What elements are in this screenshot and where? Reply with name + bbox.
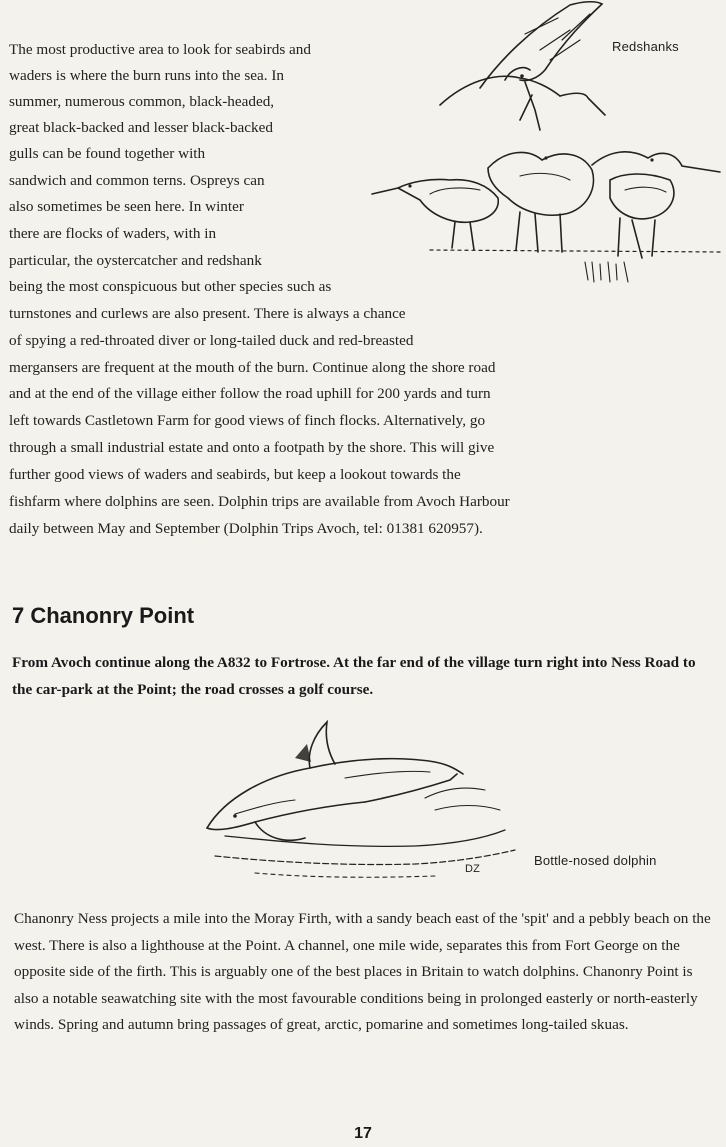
intro-line: left towards Castletown Farm for good views of finch flocks. Alternatively, go (9, 412, 486, 429)
section-heading: 7 Chanonry Point (12, 603, 195, 628)
artist-mark: DZ (465, 863, 481, 875)
intro-line: of spying a red-throated diver or long-tailed duck and red-breasted (9, 332, 414, 349)
chanonry-paragraph: Chanonry Ness projects a mile into the Moray Firth, with a sandy beach east of the 'spit' and a pebbly beach on the west. There is also a lighthouse at the Point. A channel, one mile wide, separates this from Fort George on the opposite side of the firth. This is arguably one of the best places in Britain to watch dolphins. Chanonry Point is also a notable seawatching site with the most favourable conditions being in prolonged easterly or north-easterly winds. Spring and autumn bring passages of great, arctic, pomarine and sometimes long-tailed skuas. (14, 910, 711, 1034)
intro-line: waders is where the burn runs into the sea. In (9, 67, 284, 84)
dolphin-caption: Bottle-nosed dolphin (534, 853, 657, 868)
intro-line: turnstones and curlews are also present. There is always a chance (9, 305, 406, 322)
intro-line: further good views of waders and seabirds, but keep a lookout towards the (9, 466, 461, 483)
intro-line: through a small industrial estate and onto a footpath by the shore. This will give (9, 439, 495, 456)
redshanks-caption: Redshanks (612, 39, 679, 54)
intro-line: great black-backed and lesser black-backed (9, 119, 273, 136)
intro-line: summer, numerous common, black-headed, (9, 93, 275, 110)
intro-line: being the most conspicuous but other species such as (9, 278, 332, 295)
intro-line: mergansers are frequent at the mouth of the burn. Continue along the shore road (9, 359, 496, 376)
intro-line: daily between May and September (Dolphin Trips Avoch, tel: 01381 620957). (9, 520, 483, 537)
intro-line: there are flocks of waders, with in (9, 225, 217, 242)
dolphin-icon (195, 718, 525, 883)
intro-line: gulls can be found together with (9, 145, 206, 162)
page-number: 17 (354, 1125, 372, 1142)
intro-line: The most productive area to look for seabirds and (9, 41, 311, 58)
intro-line: and at the end of the village either follow the road uphill for 200 yards and turn (9, 385, 491, 402)
intro-line: particular, the oystercatcher and redshank (9, 252, 262, 269)
intro-line: fishfarm where dolphins are seen. Dolphin trips are available from Avoch Harbour (9, 493, 510, 510)
directions-paragraph: From Avoch continue along the A832 to Fortrose. At the far end of the village turn right into Ness Road to the car-park at the Point; the road crosses a golf course. (12, 654, 696, 698)
intro-line: also sometimes be seen here. In winter (9, 198, 244, 215)
intro-line: sandwich and common terns. Ospreys can (9, 172, 265, 189)
